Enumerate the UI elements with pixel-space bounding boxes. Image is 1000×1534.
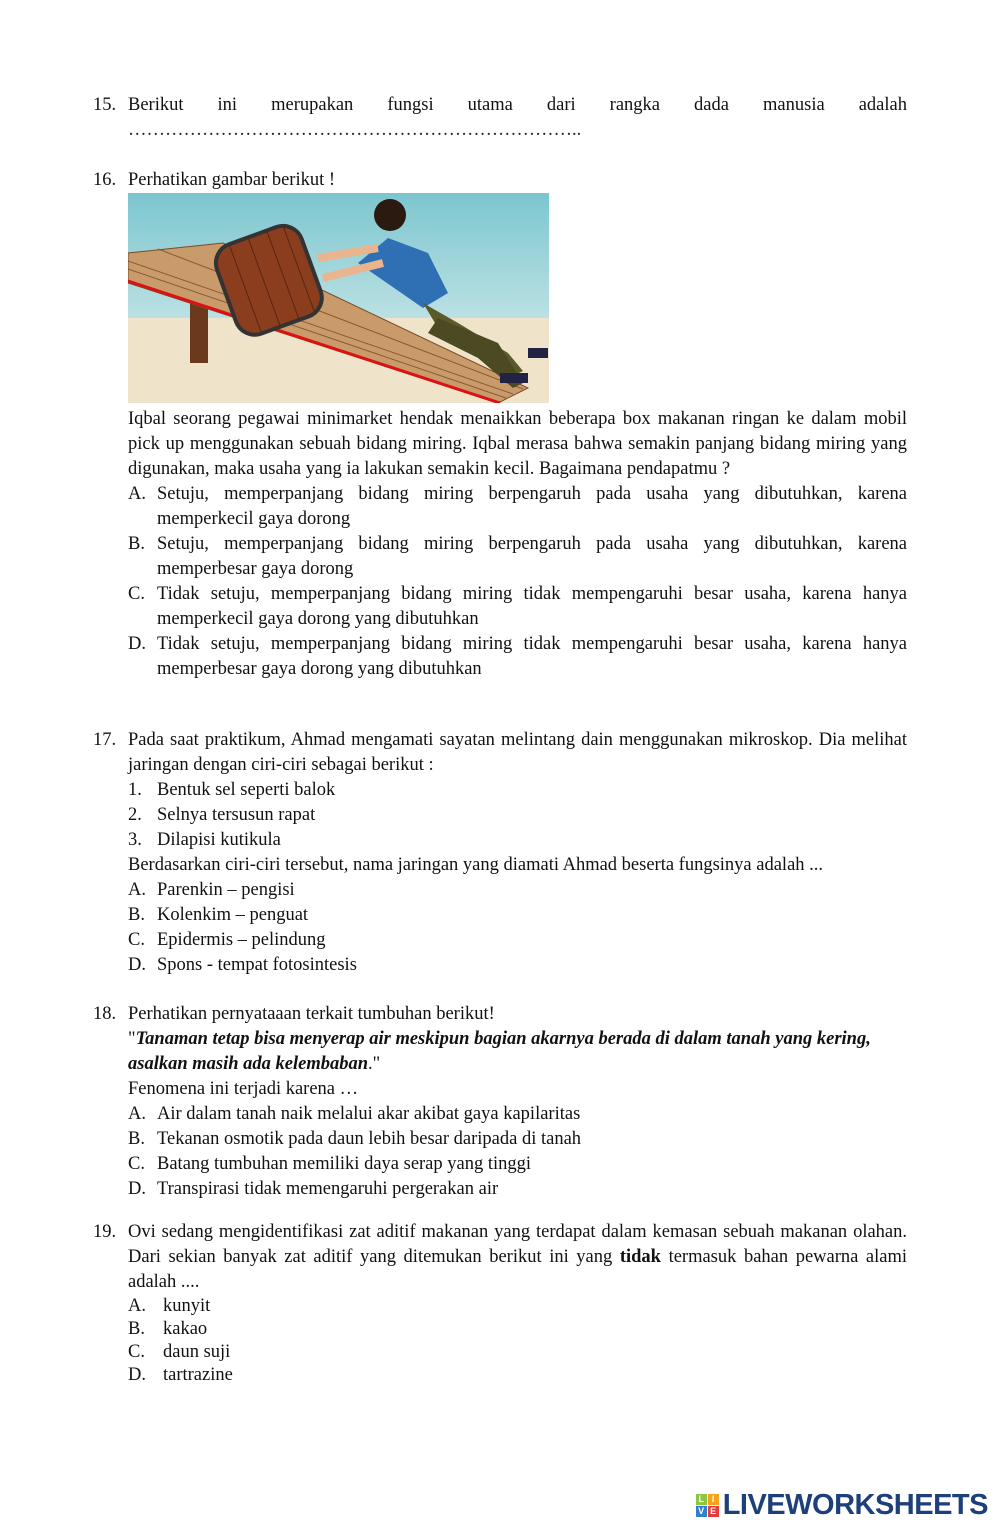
question-number: 17. [93,730,117,750]
text-part: Ovi sedang mengidentifikasi zat aditif makanan yang terdapat dalam kemasan sebuah makanan olahan. Dari sekian banyak zat aditif yang ditemukan berikut ini yang [128,1222,907,1267]
option-text: Batang tumbuhan memiliki daya serap yang tinggi [157,1154,532,1174]
option-letter: D. [128,1179,146,1199]
option-b[interactable] [128,903,907,928]
option-c[interactable] [128,582,907,632]
logo-text: LIVEWORKSHEETS [722,1489,988,1521]
trait-item [128,803,907,828]
question-prompt: Berdasarkan ciri-ciri tersebut, nama jaringan yang diamati Ahmad beserta fungsinya adalah ... [128,855,824,875]
question-number: 16. [93,170,117,190]
option-letter: D. [128,1365,146,1385]
option-d[interactable] [128,1177,907,1202]
option-letter: A. [128,1104,146,1124]
option-a[interactable] [128,1102,907,1127]
trait-number: 1. [128,780,142,800]
option-letter: B. [128,1129,145,1149]
option-c[interactable] [128,928,907,953]
option-text: Setuju, memperpanjang bidang miring berpengaruh pada usaha yang dibutuhkan, karena memperbesar gaya dorong [157,534,907,579]
emphasis-text: tidak [619,1247,661,1267]
option-letter: A. [128,880,146,900]
question-19 [93,1220,907,1387]
option-text: Transpirasi tidak memengaruhi pergerakan air [157,1179,499,1199]
question-text: Berikut ini merupakan fungsi utama dari rangka dada manusia adalah [128,95,907,115]
option-letter: A. [128,1296,146,1316]
option-text: Tekanan osmotik pada daun lebih besar daripada di tanah [157,1129,582,1149]
option-text: tartrazine [163,1365,233,1385]
option-letter: C. [128,1342,145,1362]
question-number: 19. [93,1222,117,1242]
trait-text: Dilapisi kutikula [157,830,281,850]
option-text: Tidak setuju, memperpanjang bidang miring tidak mempengaruhi besar usaha, karena hanya memperkecil gaya dorong yang dibutuhkan [157,584,907,629]
logo-icon [696,1494,719,1517]
option-b[interactable] [128,1318,907,1341]
option-letter: C. [128,930,145,950]
quote-text: Tanaman tetap bisa menyerap air meskipun bagian akarnya berada di dalam tanah yang kering, asalkan masih ada kelembaban [128,1029,871,1074]
option-text: Spons - tempat fotosintesis [157,955,357,975]
question-intro: Perhatikan pernyataaan terkait tumbuhan berikut! [128,1004,495,1024]
question-15 [93,93,907,143]
option-text: Tidak setuju, memperpanjang bidang miring tidak mempengaruhi besar usaha, karena hanya memperbesar gaya dorong yang dibutuhkan [157,634,907,679]
option-c[interactable] [128,1152,907,1177]
logo-letter: L [696,1494,707,1505]
trait-item [128,778,907,803]
option-text: daun suji [163,1342,231,1362]
option-d[interactable] [128,1364,907,1387]
option-letter: D. [128,634,146,654]
question-text: Pada saat praktikum, Ahmad mengamati sayatan melintang dain menggunakan mikroskop. Dia melihat jaringan dengan ciri-ciri sebagai berikut : [128,730,907,775]
option-text: kunyit [163,1296,211,1316]
option-text: Epidermis – pelindung [157,930,326,950]
option-d[interactable] [128,632,907,682]
question-16 [93,168,907,682]
question-18 [93,1002,907,1202]
option-d[interactable] [128,953,907,978]
logo-letter: I [708,1494,719,1505]
inclined-plane-illustration [128,193,549,403]
option-text: Setuju, memperpanjang bidang miring berpengaruh pada usaha yang dibutuhkan, karena memperkecil gaya dorong [157,484,907,529]
option-b[interactable] [128,1127,907,1152]
answer-blank: ……………………………………………………………….. [128,120,582,140]
question-text [128,1220,907,1295]
option-letter: B. [128,534,145,554]
option-text: kakao [163,1319,208,1339]
option-letter: C. [128,584,145,604]
question-number: 15. [93,95,117,115]
trait-number: 3. [128,830,142,850]
option-a[interactable] [128,878,907,903]
option-a[interactable] [128,482,907,532]
text-part: termasuk bahan pewarna alami adalah .... [128,1247,908,1292]
question-17 [93,728,907,978]
option-letter: A. [128,484,146,504]
option-letter: B. [128,905,145,925]
trait-text: Selnya tersusun rapat [157,805,316,825]
option-text: Parenkin – pengisi [157,880,295,900]
option-letter: B. [128,1319,145,1339]
option-letter: C. [128,1154,145,1174]
trait-text: Bentuk sel seperti balok [157,780,336,800]
question-number: 18. [93,1004,117,1024]
question-paragraph: Iqbal seorang pegawai minimarket hendak menaikkan beberapa box makanan ringan ke dalam mobil pick up menggunakan sebuah bidang miring. Iqbal merasa bahwa semakin panjang bidang miring yang digunakan, maka usaha yang ia lakukan semakin kecil. Bagaimana pendapatmu ? [128,409,907,479]
option-a[interactable] [128,1295,907,1318]
logo-letter: E [708,1506,719,1517]
quote: "Tanaman tetap bisa menyerap air meskipun bagian akarnya berada di dalam tanah yang kering, asalkan masih ada kelembaban." [128,1029,871,1074]
question-prompt: Fenomena ini terjadi karena … [128,1079,359,1099]
logo-letter: V [696,1506,707,1517]
option-letter: D. [128,955,146,975]
trait-number: 2. [128,805,142,825]
option-text: Air dalam tanah naik melalui akar akibat gaya kapilaritas [157,1104,581,1124]
option-c[interactable] [128,1341,907,1364]
liveworksheets-logo [696,1489,988,1522]
trait-item [128,828,907,853]
option-b[interactable] [128,532,907,582]
question-intro: Perhatikan gambar berikut ! [128,170,336,190]
option-text: Kolenkim – penguat [157,905,309,925]
